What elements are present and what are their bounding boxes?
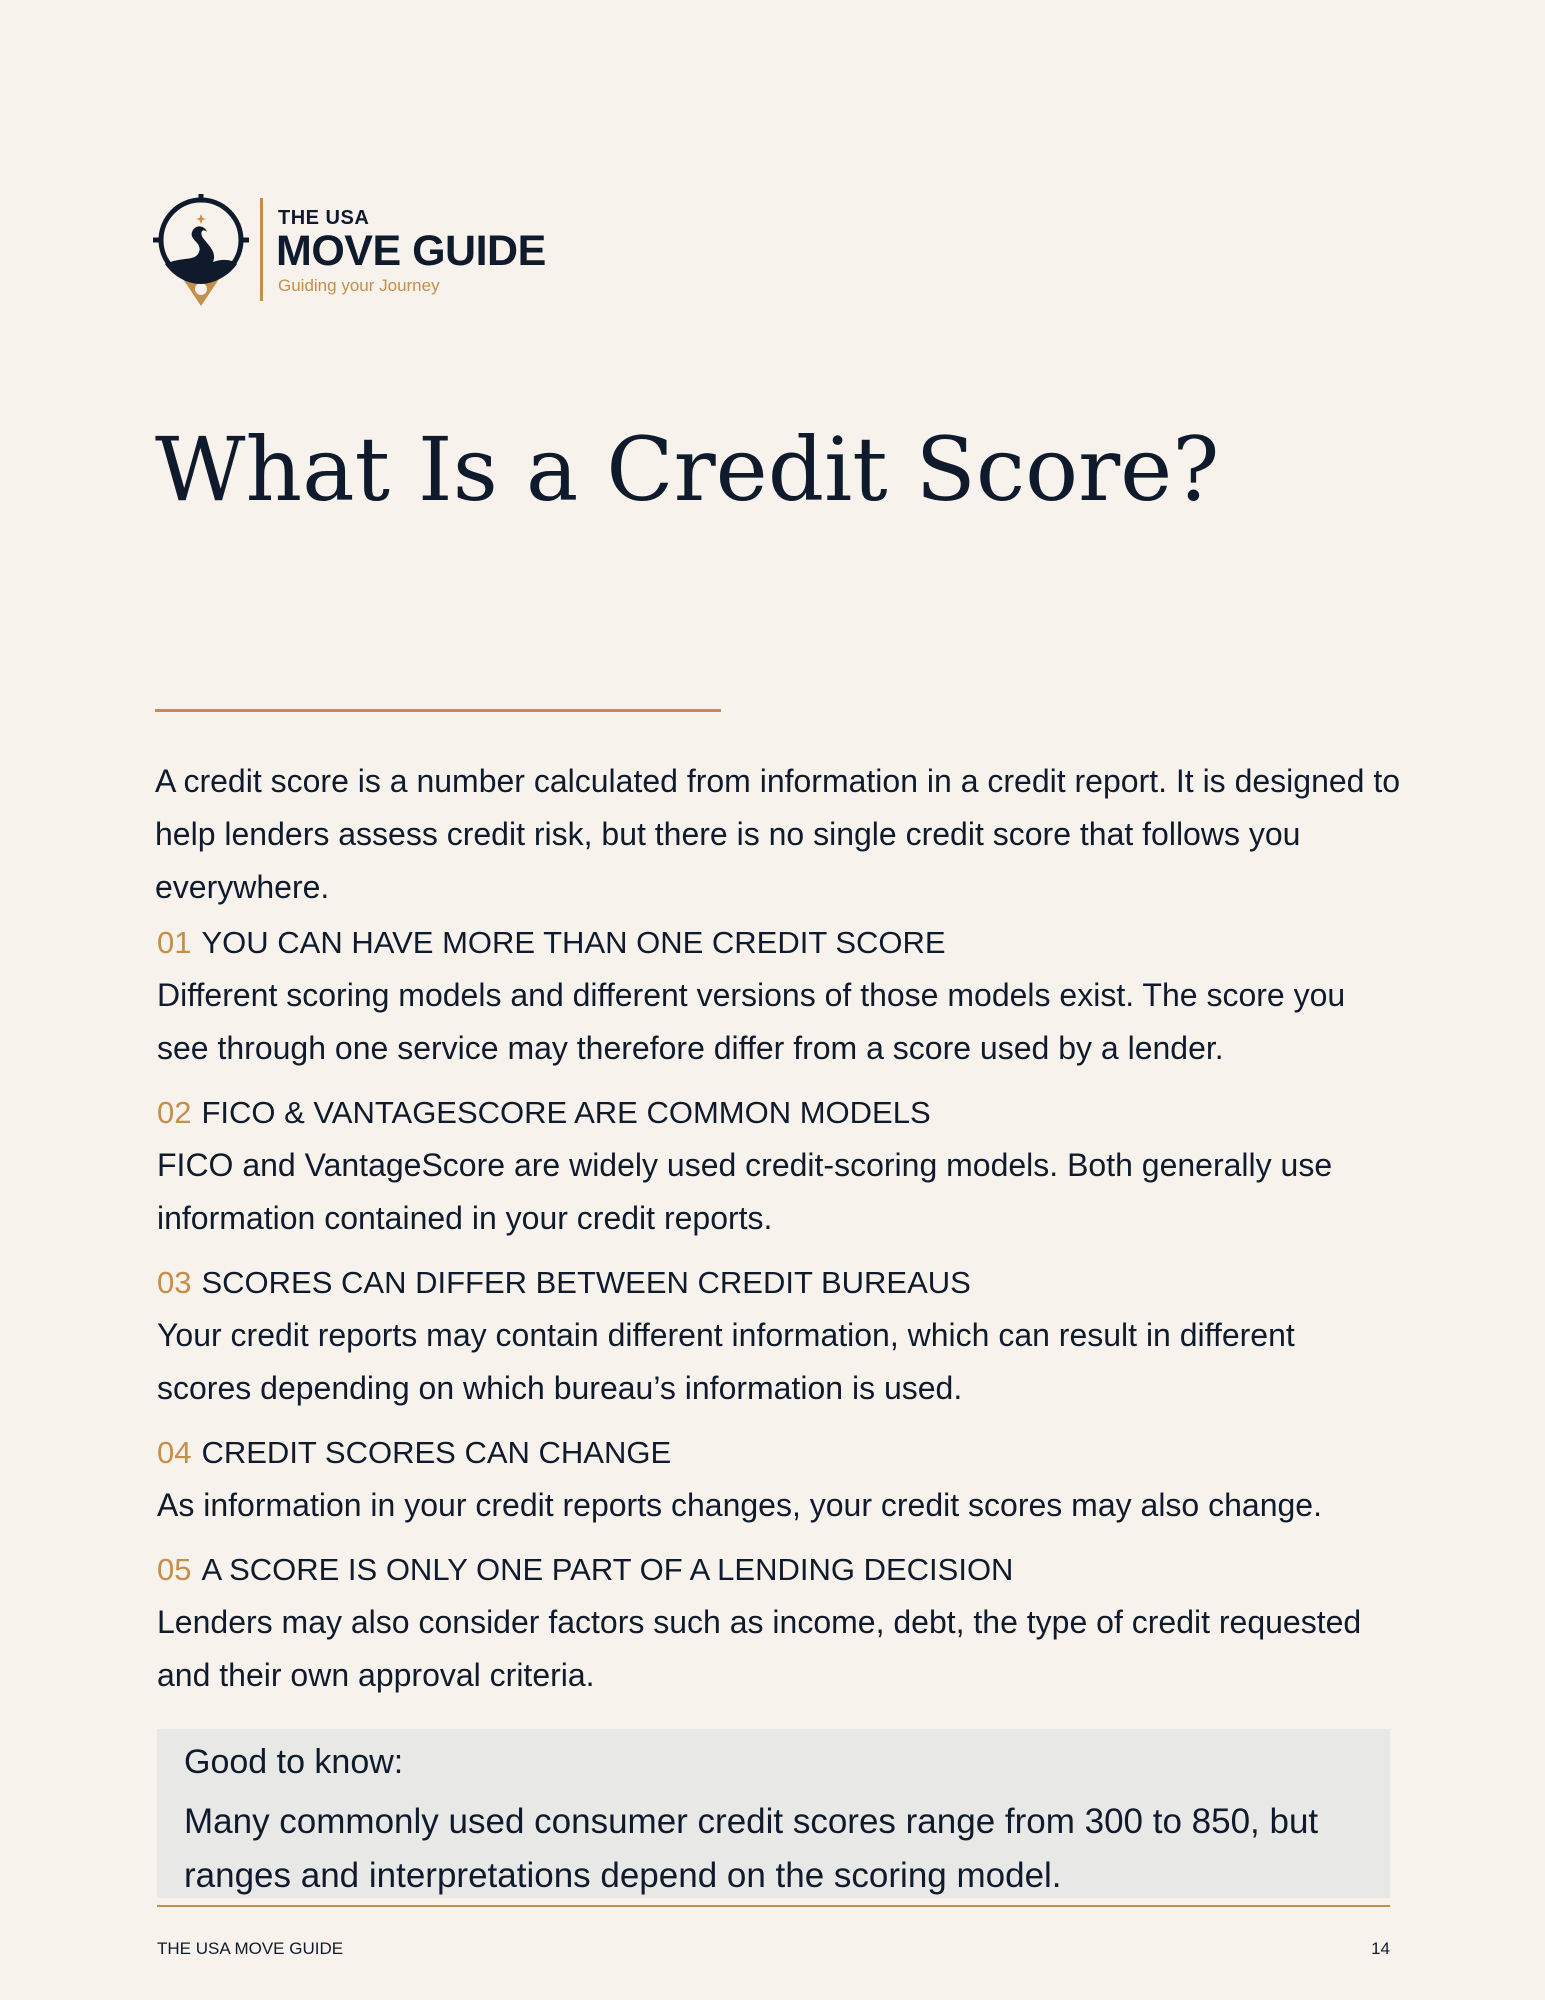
- footer-rule: [157, 1905, 1390, 1907]
- callout-title: Good to know:: [184, 1743, 404, 1781]
- page-title: What Is a Credit Score?: [155, 418, 1220, 521]
- intro-paragraph: A credit score is a number calculated from information in a credit report. It is designed to help lenders assess credit risk, but there is no single credit score that follows you everywhere.: [155, 763, 1401, 905]
- logo-text-small: THE USA: [278, 207, 370, 229]
- item-number: 01: [157, 925, 192, 960]
- list-item: [157, 1257, 1397, 1415]
- item-heading: FICO & VANTAGESCORE ARE COMMON MODELS: [201, 1095, 931, 1130]
- logo-divider: [260, 198, 263, 301]
- item-heading: CREDIT SCORES CAN CHANGE: [201, 1435, 672, 1470]
- item-number: 02: [157, 1095, 192, 1130]
- item-body: Different scoring models and different versions of those models exist. The score you see through one service may therefore differ from a score used by a lender.: [157, 977, 1346, 1066]
- page-number: 14: [1371, 1939, 1390, 1958]
- item-heading-row: [157, 917, 1397, 969]
- item-body: FICO and VantageScore are widely used credit-scoring models. Both generally use information contained in your credit reports.: [157, 1147, 1333, 1236]
- item-body: Lenders may also consider factors such as income, debt, the type of credit requested and their own approval criteria.: [157, 1604, 1362, 1693]
- item-number: 05: [157, 1552, 192, 1587]
- brand-logo: [153, 190, 573, 310]
- list-item: [157, 1544, 1397, 1702]
- item-heading-row: [157, 1544, 1397, 1596]
- item-body: As information in your credit reports changes, your credit scores may also change.: [157, 1487, 1322, 1523]
- compass-pin-icon: [153, 194, 249, 310]
- item-number: 03: [157, 1265, 192, 1300]
- footer-brand: THE USA MOVE GUIDE: [157, 1939, 344, 1958]
- item-heading: A SCORE IS ONLY ONE PART OF A LENDING DECISION: [201, 1552, 1014, 1587]
- item-heading: YOU CAN HAVE MORE THAN ONE CREDIT SCORE: [201, 925, 946, 960]
- good-to-know-callout: [157, 1729, 1390, 1898]
- list-item: [157, 1427, 1397, 1532]
- item-heading-row: [157, 1427, 1397, 1479]
- list-item: [157, 917, 1397, 1075]
- item-heading-row: [157, 1257, 1397, 1309]
- item-heading-row: [157, 1087, 1397, 1139]
- item-body: Your credit reports may contain different information, which can result in different scores depending on which bureau’s information is used.: [157, 1317, 1295, 1406]
- title-underline: [155, 709, 721, 712]
- list-item: [157, 1087, 1397, 1245]
- item-heading: SCORES CAN DIFFER BETWEEN CREDIT BUREAUS: [201, 1265, 971, 1300]
- logo-tagline: Guiding your Journey: [278, 276, 440, 295]
- callout-body: Many commonly used consumer credit scores range from 300 to 850, but ranges and interpretations depend on the scoring model.: [184, 1802, 1319, 1895]
- logo-text-main: MOVE GUIDE: [276, 227, 546, 275]
- point-list: [157, 917, 1397, 1714]
- item-number: 04: [157, 1435, 192, 1470]
